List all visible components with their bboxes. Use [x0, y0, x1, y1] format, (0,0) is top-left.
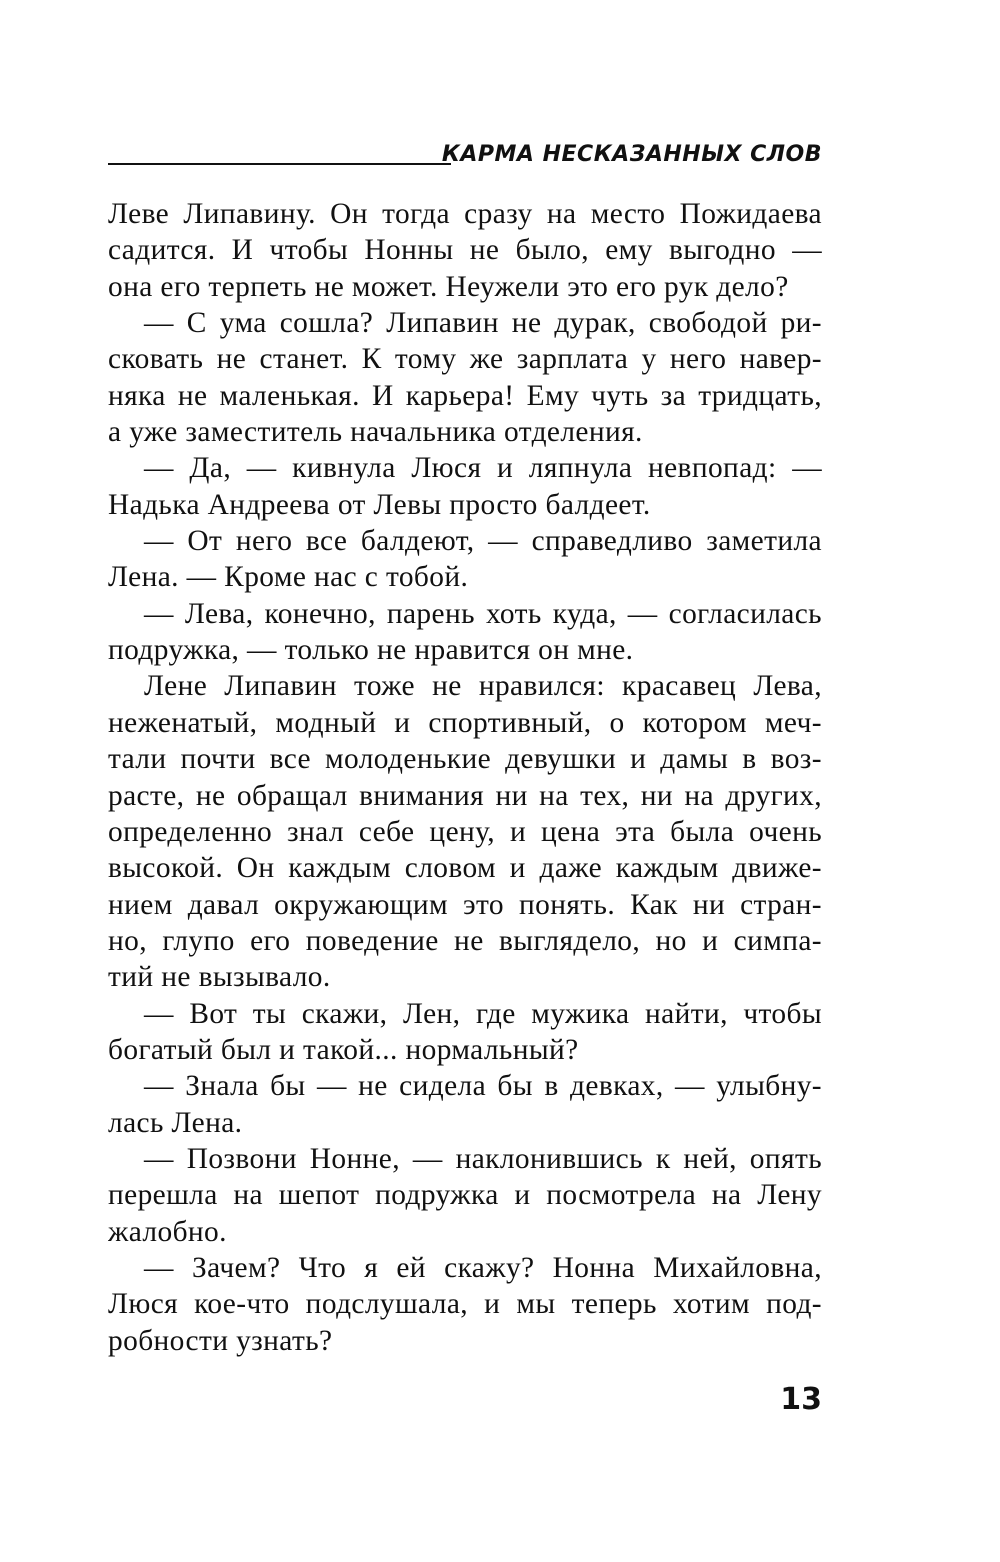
text-line: — С ума сошла? Липавин не дурак, свободой ри- — [144, 307, 822, 340]
page-number: 13 — [780, 1382, 822, 1417]
text-line: — Зачем? Что я ей скажу? Нонна Михайловна, — [144, 1251, 822, 1284]
text-line: лась Лена. — [108, 1106, 243, 1139]
text-line: садится. И чтобы Нонны не было, ему выгодно — — [108, 234, 822, 267]
text-line: — Позвони Нонне, — наклонившись к ней, опять — [144, 1142, 822, 1175]
text-line: Леве Липавину. Он тогда сразу на место Пожидаева — [108, 198, 822, 230]
text-line: Лене Липавин тоже не нравился: красавец Лева, — [144, 670, 822, 703]
body-text — [108, 196, 822, 1359]
text-line: а уже заместитель начальника отделения. — [108, 416, 643, 449]
text-line: — Вот ты скажи, Лен, где мужика найти, чтобы — [144, 997, 822, 1030]
text-line: Люся кое-что подслушала, и мы теперь хотим под- — [108, 1288, 822, 1321]
text-line: высокой. Он каждым словом и даже каждым движе- — [108, 852, 822, 885]
text-line: расте, не обращал внимания ни на тех, ни на других, — [108, 779, 822, 812]
text-line: Лена. — Кроме нас с тобой. — [108, 561, 469, 594]
text-line: няка не маленькая. И карьера! Ему чуть за тридцать, — [108, 379, 822, 412]
text-line: нием давал окружающим это понять. Как ни стран- — [108, 888, 822, 921]
text-line: богатый был и такой... нормальный? — [108, 1033, 579, 1066]
text-line: она его терпеть не может. Неужели это его рук дело? — [108, 270, 789, 303]
text-line: но, глупо его поведение не выглядело, но и симпа- — [108, 924, 822, 957]
running-title: КАРМА НЕСКАЗАННЫХ СЛОВ — [441, 142, 822, 167]
text-line: перешла на шепот подружка и посмотрела на Лену — [108, 1179, 822, 1212]
text-line: тий не вызывало. — [108, 961, 331, 994]
text-line: подружка, — только не нравится он мне. — [108, 634, 634, 667]
text-line: тали почти все молоденькие девушки и дамы в воз- — [108, 743, 822, 776]
text-line: определенно знал себе цену, и цена эта была очень — [108, 815, 822, 848]
text-line: сковать не станет. К тому же зарплата у него навер- — [108, 343, 822, 376]
text-line: — Да, — кивнула Люся и ляпнула невпопад: — — [144, 452, 822, 485]
text-line: — Знала бы — не сидела бы в девках, — улыбну- — [144, 1070, 822, 1103]
text-line: жалобно. — [108, 1215, 227, 1248]
text-line: робности узнать? — [108, 1324, 333, 1357]
header-rule — [108, 163, 451, 165]
text-line: — Лева, конечно, парень хоть куда, — согласилась — [144, 597, 822, 630]
text-line: — От него все балдеют, — справедливо заметила — [144, 525, 822, 558]
text-line: неженатый, модный и спортивный, о котором меч- — [108, 706, 822, 739]
text-line: Надька Андреева от Левы просто балдеет. — [108, 488, 651, 521]
